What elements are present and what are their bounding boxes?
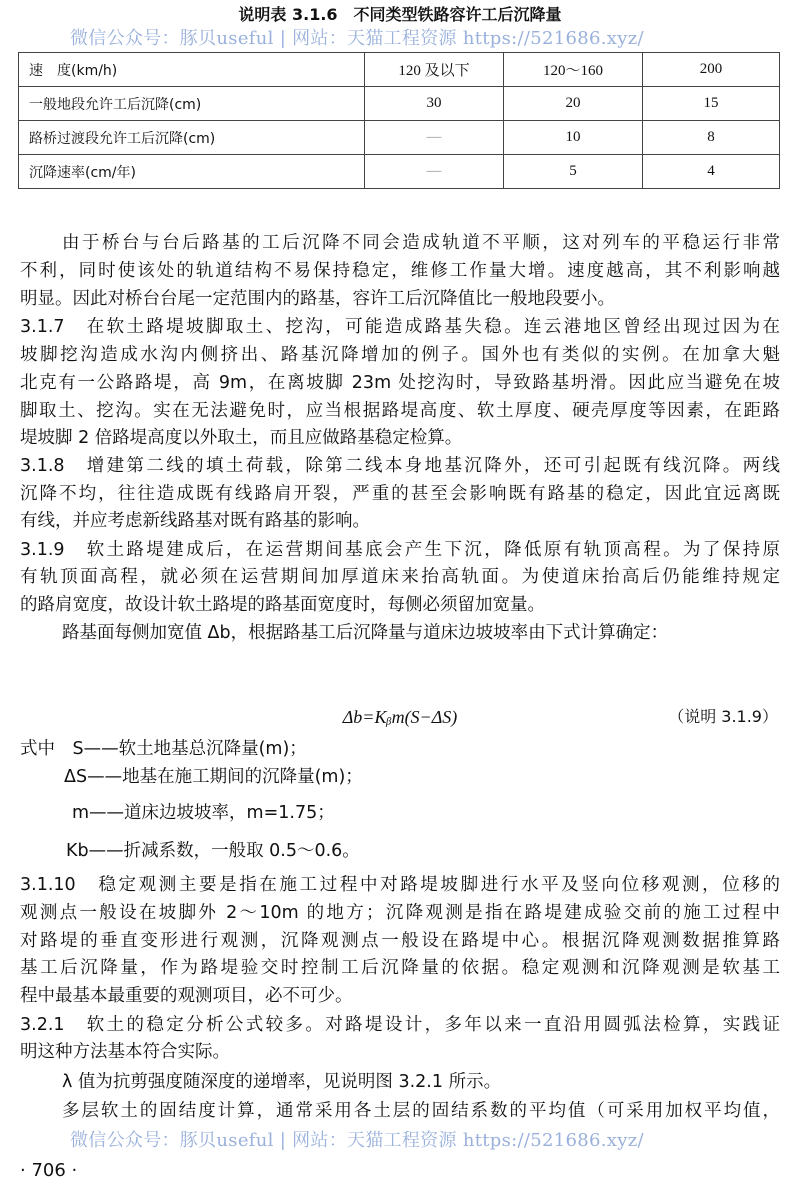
table-cell: 一般地段允许工后沉降(cm) — [19, 87, 365, 121]
table-cell: 20 — [504, 87, 643, 121]
table-cell: — — [365, 155, 504, 189]
text-line: 有线，并应考虑新线路基对既有路基的影响。 — [20, 511, 370, 531]
formula-reference: （说明 3.1.9） — [668, 707, 778, 726]
text-line: 3.1.8 增建第二线的填土荷载，除第二线本身地基沉降外，还可引起既有线沉降。两线 — [20, 456, 780, 476]
table-row — [19, 87, 780, 121]
text-line: 脚取土、挖沟。实在无法避免时，应当根据路堤高度、软土厚度、硬壳厚度等因素，在距路 — [20, 401, 780, 421]
page-number: · 706 · — [20, 1160, 78, 1181]
table-header-row — [19, 53, 780, 87]
text-line: 多层软土的固结度计算，通常采用各土层的固结系数的平均值（可采用加权平均值， — [62, 1101, 780, 1121]
text-line: 基工后沉降量，作为路堤验交时控制工后沉降量的依据。稳定观测和沉降观测是软基工 — [20, 958, 780, 978]
text-line: 有轨顶面高程，就必须在运营期间加厚道床来抬高轨面。为使道床抬高后仍能维持规定 — [20, 567, 780, 587]
where-line: 式中 S——软土地基总沉降量(m)； — [20, 739, 307, 759]
table-cell: 速 度(km/h) — [19, 53, 365, 87]
table-cell: 8 — [643, 121, 780, 155]
text-line: 3.1.9 软土路堤建成后，在运营期间基底会产生下沉，降低原有轨顶高程。为了保持原 — [20, 540, 780, 560]
where-line: m——道床边坡坡率，m=1.75； — [72, 803, 335, 823]
text-line: 路基面每侧加宽值 Δb，根据路基工后沉降量与道床边坡坡率由下式计算确定： — [62, 623, 669, 643]
table-cell: 路桥过渡段允许工后沉降(cm) — [19, 121, 365, 155]
table-cell: 5 — [504, 155, 643, 189]
watermark-top: 微信公众号：豚贝useful | 网站：天猫工程资源 https://521686.xyz/ — [70, 28, 644, 49]
table-cell: 120～160 — [504, 53, 643, 87]
table-cell: — — [365, 121, 504, 155]
text-line: 3.1.7 在软土路堤坡脚取土、挖沟，可能造成路基失稳。连云港地区曾经出现过因为在 — [20, 317, 780, 337]
table-row — [19, 155, 780, 189]
where-line: Kb——折减系数，一般取 0.5～0.6。 — [66, 841, 360, 861]
text-line: 程中最基本最重要的观测项目，必不可少。 — [20, 986, 353, 1006]
where-line: ΔS——地基在施工期间的沉降量(m)； — [64, 767, 363, 787]
text-line: 不利，同时使该处的轨道结构不易保持稳定，维修工作量大增。速度越高，其不利影响越 — [20, 261, 780, 281]
text-line: 堤坡脚 2 倍路堤高度以外取土，而且应做路基稳定检算。 — [20, 428, 463, 448]
text-line: 对路堤的垂直变形进行观测，沉降观测点一般设在路堤中心。根据沉降观测数据推算路 — [20, 931, 780, 951]
settlement-table — [18, 52, 780, 189]
text-line: 北克有一公路路堤，高 9m，在离坡脚 23m 处挖沟时，导致路基坍滑。因此应当避免在坡 — [20, 373, 780, 393]
text-line: 的路肩宽度，故设计软土路堤的路基面宽度时，每侧必须留加宽量。 — [20, 595, 545, 615]
table-cell: 120 及以下 — [365, 53, 504, 87]
table-cell: 30 — [365, 87, 504, 121]
table-row — [19, 121, 780, 155]
text-line: 3.1.10 稳定观测主要是指在施工过程中对路堤坡脚进行水平及竖向位移观测，位移的 — [20, 875, 780, 895]
table-cell: 10 — [504, 121, 643, 155]
table-cell: 200 — [643, 53, 780, 87]
text-line: 沉降不均，往往造成既有线路肩开裂，严重的甚至会影响既有路基的稳定，因此宜远离既 — [20, 484, 780, 504]
text-line: 明这种方法基本符合实际。 — [20, 1042, 230, 1062]
watermark-bottom: 微信公众号：豚贝useful | 网站：天猫工程资源 https://521686.xyz/ — [70, 1130, 644, 1151]
table-cell: 沉降速率(cm/年) — [19, 155, 365, 189]
formula: Δb=Kᵦm(S−ΔS) — [342, 707, 458, 727]
text-line: 坡脚挖沟造成水沟内侧挤出、路基沉降增加的例子。国外也有类似的实例。在加拿大魁 — [20, 345, 780, 365]
text-line: 观测点一般设在坡脚外 2～10m 的地方；沉降观测是指在路堤建成验交前的施工过程中 — [20, 903, 780, 923]
text-line: λ 值为抗剪强度随深度的递增率，见说明图 3.2.1 所示。 — [62, 1072, 502, 1092]
table-cell: 4 — [643, 155, 780, 189]
text-line: 明显。因此对桥台台尾一定范围内的路基，容许工后沉降值比一般地段要小。 — [20, 289, 615, 309]
text-line: 3.2.1 软土的稳定分析公式较多。对路堤设计，多年以来一直沿用圆弧法检算，实践证 — [20, 1015, 780, 1035]
text-line: 由于桥台与台后路基的工后沉降不同会造成轨道不平顺，这对列车的平稳运行非常 — [62, 233, 780, 253]
table-title: 说明表 3.1.6 不同类型铁路容许工后沉降量 — [238, 5, 562, 24]
table-cell: 15 — [643, 87, 780, 121]
